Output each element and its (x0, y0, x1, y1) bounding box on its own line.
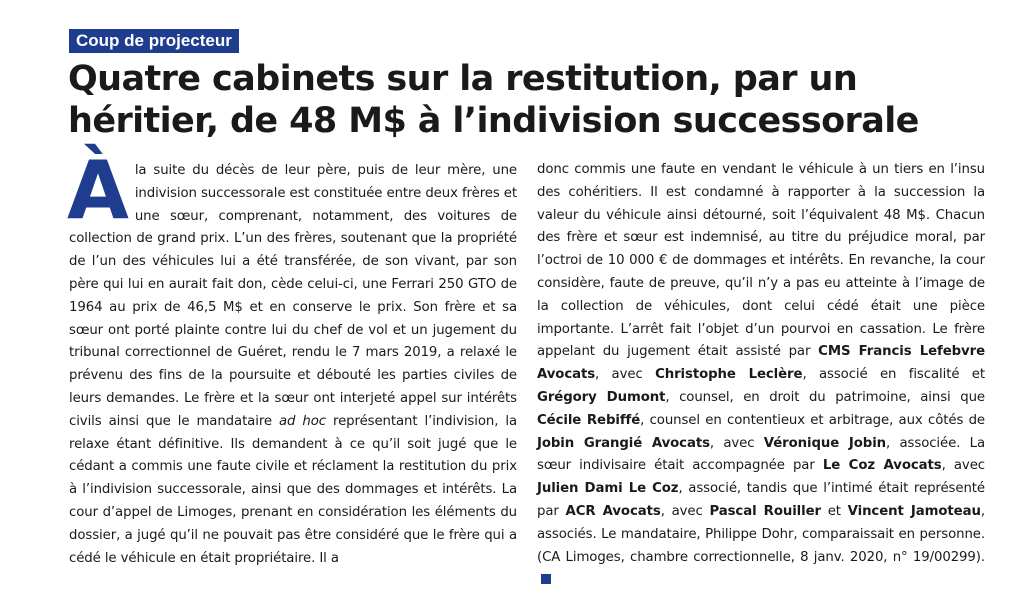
lawyer-name: Vincent Jamoteau (847, 503, 981, 519)
lawyer-name: Cécile Rebiffé (537, 412, 641, 428)
text-span: , associé en fiscalité et (802, 367, 985, 383)
end-of-article-square-icon (541, 574, 551, 584)
article-headline: Quatre cabinets sur la restitution, par un héritier, de 48 M$ à l’indivision successorale (68, 59, 919, 141)
text-span: , associée. La sœur indivisaire était accompagnée par (537, 435, 985, 474)
lawyer-name: Grégory Dumont (537, 389, 666, 405)
article-column-right (537, 159, 985, 592)
text-span: , counsel, en droit du patrimoine, ainsi que (665, 389, 985, 405)
section-rubric: Coup de projecteur (69, 29, 239, 53)
text-span: représentant l’indivision, la relaxe étant définitive. Ils demandent à ce qu’il soit jugé que le cédant a commis une faute civile et réclament la restitution du prix à l’indivision successorale, ainsi que des dommages et intérêts. La cour d’appel de Limoges, prenant en considération les éléments du dossier, a jugé qu’il ne pouvait pas être considéré que le frère qui a cédé le véhicule en était propriétaire. Il a (69, 413, 517, 566)
drop-cap: À (67, 144, 129, 237)
article-column-left (67, 144, 517, 570)
law-firm-name: ACR Avocats (565, 503, 661, 519)
law-firm-name: Jobin Grangié Avocats (537, 435, 710, 451)
text-span: , associé, tandis que l’intimé était représenté par (537, 481, 985, 519)
text-span: Le frère appelant du jugement était assisté par (537, 321, 985, 360)
law-firm-name: Le Coz Avocats (822, 458, 942, 474)
lawyer-name: Véronique Jobin (763, 435, 887, 451)
text-span: et (820, 503, 848, 519)
paragraph (67, 144, 517, 570)
text-span: , avec (941, 458, 985, 474)
text-span: , avec (709, 435, 764, 451)
italic-term: ad hoc (279, 413, 326, 429)
lawyer-name: Christophe Leclère (655, 367, 803, 383)
lawyer-name: Pascal Rouiller (709, 503, 821, 519)
text-span: la suite du décès de leur père, puis de leur mère, une indivision successorale est constituée entre deux frères et une sœur, comprenant, notamment, des voitures de collection de grand prix. L’un des frères, soutenant que la propriété de l’un des véhicules lui a été transférée, de son vivant, par son père qui lui en aurait fait don, cède celui-ci, une Ferrari 250 GTO de 1964 au prix de 46,5 M$ et en conserve le prix. Son frère et sa sœur ont porté plainte contre lui du chef de vol et un jugement du tribunal correctionnel de Guéret, rendu le 7 mars 2019, a relaxé le prévenu des fins de la poursuite et débouté les parties civiles de leurs demandes. Le frère et la sœur ont interjeté appel sur intérêts civils ainsi que le mandataire (69, 163, 517, 429)
text-span: , associés. Le mandataire, Philippe Dohr, comparaissait en personne. (CA Limoges, chambre correctionnelle, 8 janv. 2020, n° 19/00299). (537, 503, 985, 565)
paragraph (537, 159, 985, 592)
text-span: donc commis une faute en vendant le véhicule à un tiers en l’insu des cohéritiers. Il est condamné à rapporter à la succession la valeur du véhicule ainsi détourné, soit l’équivalent 48 M$. Chacun des frère et sœur est indemnisé, au titre du préjudice moral, par l’octroi de 10 000 € de dommages et intérêts. En revanche, la cour considère, faute de preuve, qu’il n’y a pas eu atteinte à l’image de la collection de véhicules, dont celui cédé était une pièce importante. L’arrêt fait l’objet d’un pourvoi en cassation. (537, 162, 985, 337)
text-span: , avec (660, 503, 710, 519)
text-span: , avec (595, 367, 656, 383)
text-span: , counsel en contentieux et arbitrage, aux côtés de (640, 412, 985, 428)
law-firm-name: CMS Francis Lefebvre Avocats (537, 344, 985, 383)
lawyer-name: Julien Dami Le Coz (537, 481, 679, 497)
